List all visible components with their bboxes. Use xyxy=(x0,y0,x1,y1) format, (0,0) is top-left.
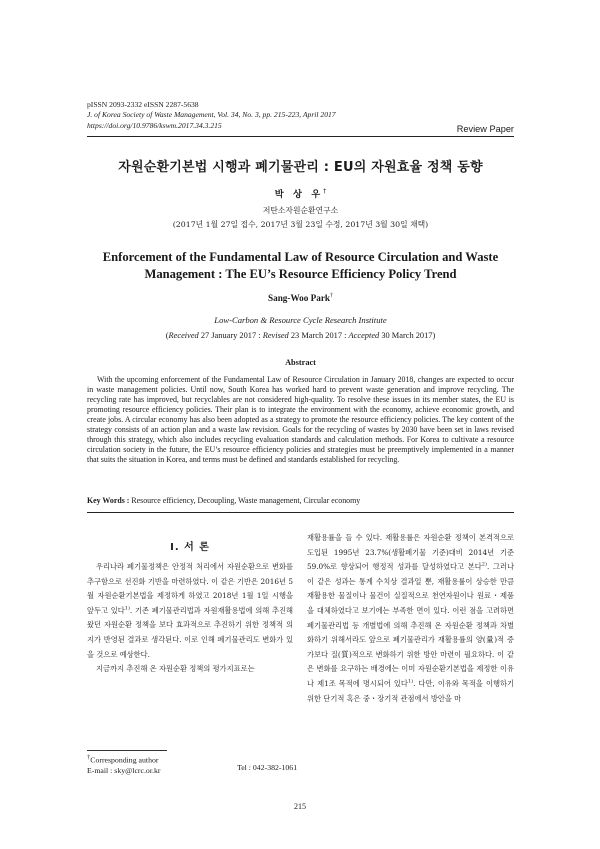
received-label: Received xyxy=(168,331,199,340)
citation-ref[interactable]: 2) xyxy=(481,561,487,568)
english-title-line1: Enforcement of the Fundamental Law of Resource Circulation and Waste xyxy=(102,250,499,264)
abstract-body: With the upcoming enforcement of the Fundamental Law of Resource Circulation in January 2018, changes are expected to occur in waste management policies. Until now, South Korea has worked hard to prevent waste generation and improve recycling. The recycling rate has improved, but recyclables are not considered high-quality. To resolve these issues in its member states, the EU is promoting resource efficiency policies. Their plan is to integrate the environment with the economy, achieve economic growth, and create jobs. A circular economy has also been adopted as a strategy to promote the resource efficiency policies. The key content of the strategy consists of an action plan and a waste law revision. Goals for the recycling of wastes by 2030 have been set in laws revised through this strategy, which also includes recycling evaluation standards and calculation methods. For Korea to cultivate a resource circulation society in the future, the EU’s resource efficiency policies and strategies must be preemptively implemented in a manner that suits the situation in Korea, and terms must be defined and standards established for recycling. xyxy=(87,375,514,464)
footnote-mark: † xyxy=(87,754,91,761)
english-dates: (Received 27 January 2017 : Revised 23 March 2017 : Accepted 30 March 2017) xyxy=(165,331,436,340)
accepted-date: 30 March 2017) xyxy=(379,331,436,340)
doi-link[interactable]: https://doi.org/10.9786/kswm.2017.34.3.215 xyxy=(87,120,222,130)
korean-affiliation: 저탄소자원순환연구소 xyxy=(262,206,339,215)
citation-ref[interactable]: 1) xyxy=(124,605,130,612)
left-column xyxy=(87,560,293,677)
received-date: 27 January 2017 : xyxy=(198,331,263,340)
keywords-label: Key Words : xyxy=(87,496,130,505)
paragraph: 우리나라 폐기물정책은 안정적 처리에서 자원순환으로 변화를 추구함으로 선진화 기반을 마련하였다. 이 같은 기반은 2016년 5월 자원순환기본법을 제정하게 하였고 2018년 1월 1일 시행을 앞두고 있다$^{1)}$. 기존 폐기물관리법과 자원재활용법에 의해 추진해왔던 자원순환 정책을 보다 효과적으로 추진하기 위한 정책적 의지가 반영된 결과로 생각된다. 이로 인해 폐기물관리도 변화가 있을 것으로 예상한다. xyxy=(87,562,293,659)
accepted-label: Accepted xyxy=(348,331,380,340)
korean-title: 자원순환기본법 시행과 폐기물관리 : EU의 자원효율 정책 동향 xyxy=(118,160,483,175)
korean-author xyxy=(87,186,514,200)
author-mark: † xyxy=(330,293,334,299)
revised-date: 23 March 2017 : xyxy=(288,331,349,340)
keywords xyxy=(87,496,514,505)
footnote-label: Corresponding author xyxy=(90,755,159,765)
right-column xyxy=(307,531,514,706)
english-author xyxy=(87,293,514,303)
korean-dates: (2017년 1월 27일 접수, 2017년 3월 23일 수정, 2017년 3월 30일 채택) xyxy=(172,220,429,229)
footnote xyxy=(87,753,298,776)
english-title-line2: Management : The EU’s Resource Efficiency Policy Trend xyxy=(144,267,457,281)
page-number: 215 xyxy=(294,802,306,811)
paragraph: 지금까지 추진해 온 자원순환 정책의 평가지표로는 xyxy=(96,664,255,674)
abstract-heading: Abstract xyxy=(285,358,316,367)
korean-author-name: 박 상 우 xyxy=(274,189,324,200)
revised-label: Revised xyxy=(262,331,289,340)
author-mark: † xyxy=(323,187,327,195)
english-title xyxy=(87,249,514,283)
english-author-name: Sang-Woo Park xyxy=(267,293,331,304)
footnote-rule xyxy=(87,750,167,751)
abstract-rule xyxy=(87,512,514,513)
issn: pISSN 2093-2332 eISSN 2287-5638 xyxy=(87,100,199,109)
citation-ref[interactable]: 1) xyxy=(407,678,414,685)
journal-citation: J. of Korea Society of Waste Management, Vol. 34, No. 3, pp. 215-223, April 2017 xyxy=(87,110,336,120)
top-rule xyxy=(87,136,514,137)
article-type: Review Paper xyxy=(456,124,514,134)
author-email[interactable]: E-mail : sky@lcrc.or.kr xyxy=(87,765,161,775)
author-tel: Tel : 042-382-1061 xyxy=(237,763,298,772)
keywords-list: Resource efficiency, Decoupling, Waste management, Circular economy xyxy=(129,496,361,505)
english-affiliation: Low-Carbon & Resource Cycle Research Institute xyxy=(214,315,387,325)
section-heading: I. 서 론 xyxy=(170,542,210,553)
paragraph: 재활용률을 들 수 있다. 재활용률은 자원순환 정책이 본격적으로 도입된 1995년 23.7%(생활폐기물 기준)대비 2014년 기준 59.0%로 향상되어 행정적 성과를 달성하였다고 본다$^{2)}$. 그러나 이 같은 성과는 통계 수치상 결과일 뿐, 재활용률이 상승한 만큼 재활용한 물질이나 물건이 실질적으로 천연자원이나 원료・제품을 대체하였다고 보기에는 부족한 면이 있다. 이런 점을 고려하면 폐기물관리법 등 개별법에 의해 추진해 온 자원순환 정책과 차별화하기 위해서라도 앞으로 폐기물관리가 재활용률의 양(量)적 증가보다 질(質)적으로 변화하기 위한 방안 마련이 필요하다. 이 같은 변화를 요구하는 배경에는 이미 자원순환기본법을 제정한 이유나 제1조 목적에 명시되어 있다$^{1)}$. 다만, 이유와 목적을 이행하기 위한 단기적 혹은 중・장기적 관점에서 방안을 마 xyxy=(307,533,515,703)
